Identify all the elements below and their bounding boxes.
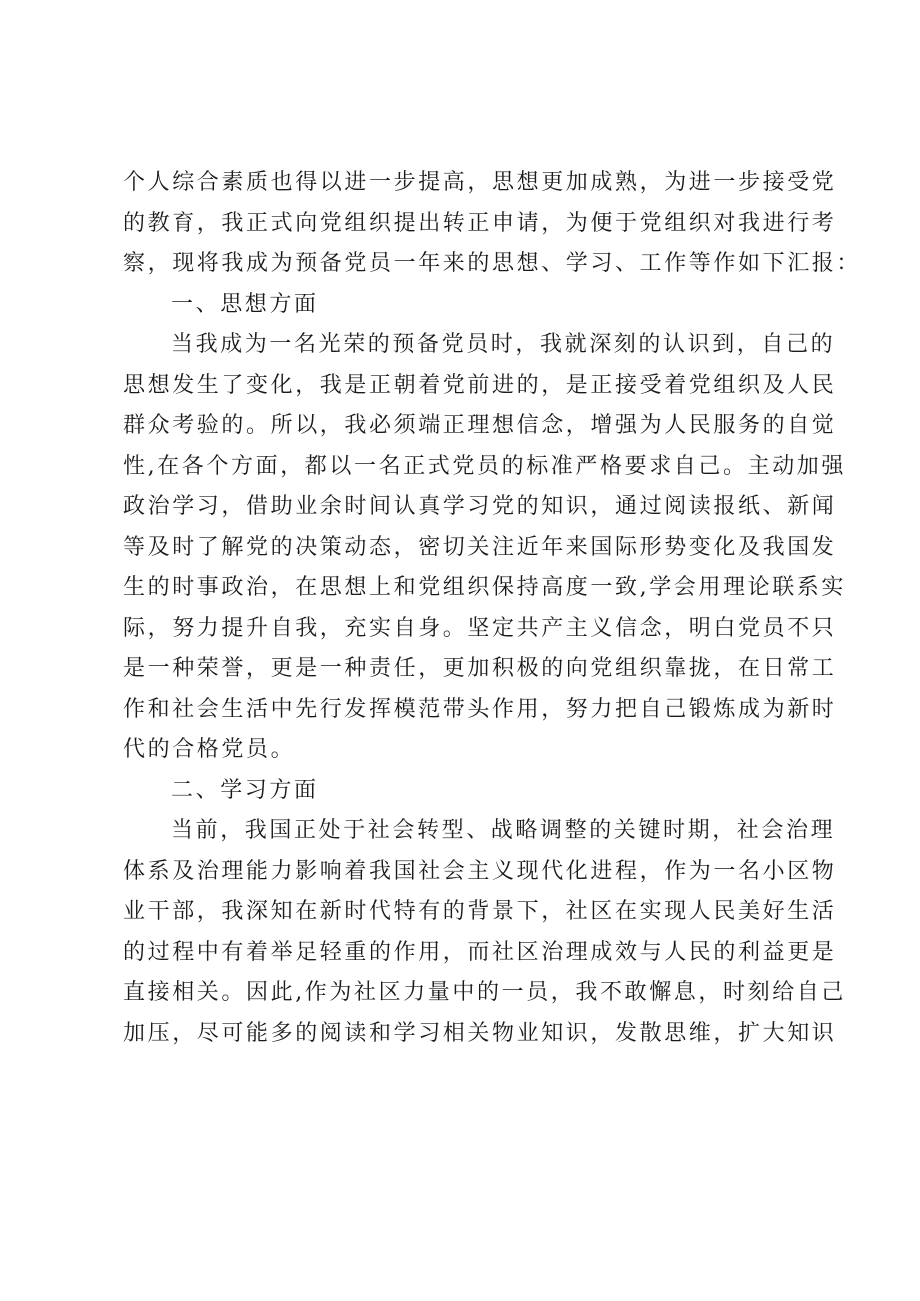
body-line-10: 等及时了解党的决策动态，密切关注近年来国际形势变化及我国发 <box>123 534 837 560</box>
document-body <box>123 163 862 1054</box>
body-line-19: 业干部，我深知在新时代特有的背景下，社区在实现人民美好生活 <box>123 899 837 924</box>
body-line-14: 作和社会生活中先行发挥模范带头作用，努力把自己锻炼成为新时 <box>123 696 837 722</box>
body-line-20: 的过程中有着举足轻重的作用，而社区治理成效与人民的利益更是 <box>123 939 837 965</box>
body-line-21: 直接相关。因此,作为社区力量中的一员，我不敢懈息，时刻给自己 <box>123 980 846 1005</box>
body-line-6: 思想发生了变化，我是正朝着党前进的，是正接受着党组织及人民 <box>123 372 837 398</box>
body-line-12: 际，努力提升自我，充实自身。坚定共产主义信念，明白党员不只 <box>123 615 837 641</box>
body-line-22: 加压，尽可能多的阅读和学习相关物业知识，发散思维，扩大知识 <box>123 1020 837 1046</box>
paragraph-start-thought: 当我成为一名光荣的预备党员时，我就深刻的认识到，自己的 <box>171 332 836 357</box>
section-heading-thought: 一、思想方面 <box>171 291 319 317</box>
body-line-15: 代的合格党员。 <box>123 737 296 762</box>
body-line-9: 政治学习，借助业余时间认真学习党的知识，通过阅读报纸、新闻 <box>123 494 837 519</box>
body-line-8: 性,在各个方面，都以一名正式党员的标准严格要求自己。主动加强 <box>123 453 846 479</box>
body-line-3: 察，现将我成为预备党员一年来的思想、学习、工作等作如下汇报： <box>123 251 862 276</box>
body-line-18: 体系及治理能力影响着我国社会主义现代化进程，作为一名小区物 <box>123 858 837 884</box>
body-line-11: 生的时事政治，在思想上和党组织保持高度一致,学会用理论联系实 <box>123 575 846 600</box>
body-line-7: 群众考验的。所以，我必须端正理想信念，增强为人民服务的自觉 <box>123 413 837 438</box>
body-line-13: 是一种荣誉，更是一种责任，更加积极的向党组织靠拢，在日常工 <box>123 656 837 681</box>
paragraph-start-study: 当前，我国正处于社会转型、战略调整的关键时期，社会治理 <box>171 818 836 843</box>
body-line-2: 的教育，我正式向党组织提出转正申请，为便于党组织对我进行考 <box>123 210 837 236</box>
body-line-1: 个人综合素质也得以进一步提高，思想更加成熟，为进一步接受党 <box>123 170 837 195</box>
section-heading-study: 二、学习方面 <box>171 777 319 803</box>
